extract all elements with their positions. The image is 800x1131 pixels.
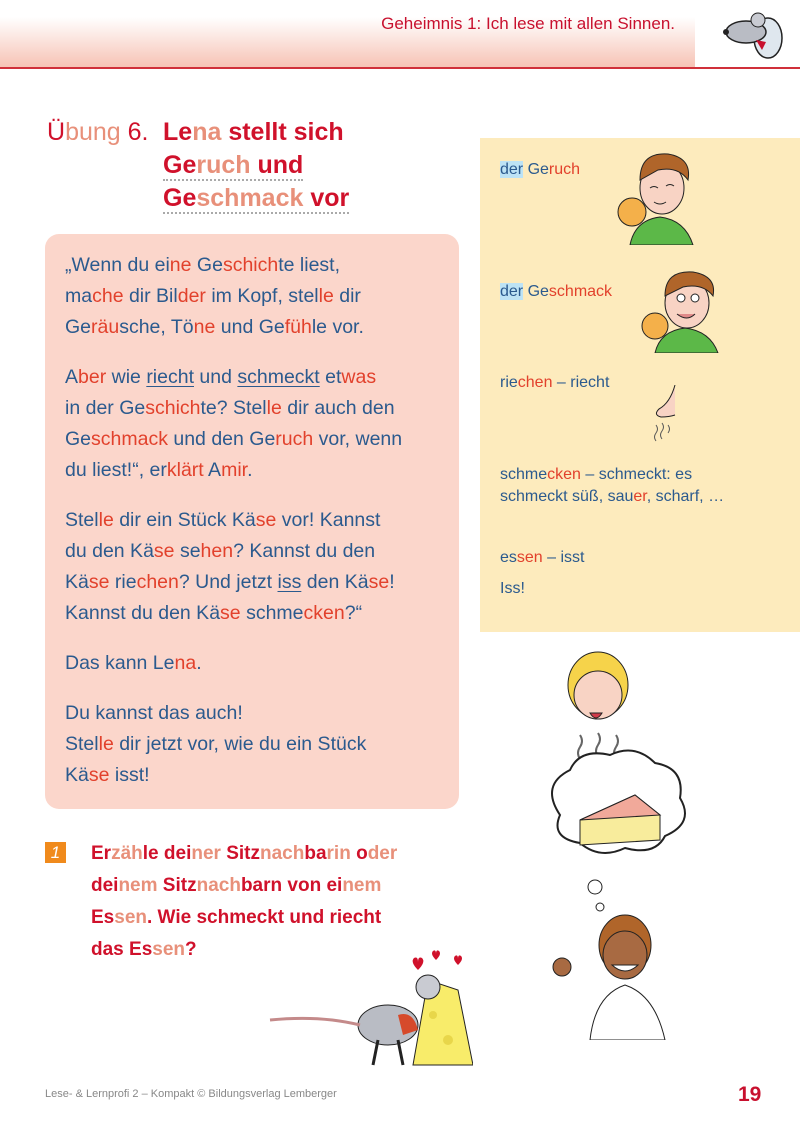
boy-smelling-illustration [610,150,695,245]
text-segment: „Wenn du ei [65,254,170,276]
text-line [65,362,402,393]
text-segment: zäh [111,843,143,864]
text-segment: schich [222,254,279,276]
text-line [500,372,609,394]
text-segment: Le [163,118,193,146]
boy-tasting-illustration [635,268,720,353]
text-segment: schmeckt süß, sau [500,488,634,505]
text-segment: Es [91,907,115,928]
text-segment: im Kopf, stel [205,285,319,307]
text-segment: dir auch den [281,397,395,419]
story-paragraph [65,362,402,486]
text-line [65,536,402,567]
footer-credit: Lese- & Lernprofi 2 – Kompakt © Bildungsverlag Lemberger [45,1088,337,1100]
paragraph-gap [65,343,402,362]
text-line [65,312,402,343]
text-segment: Er [91,843,112,864]
text-segment: ber [78,366,107,388]
text-segment: le [318,285,334,307]
text-segment: se [88,571,110,593]
text-segment: nem [342,875,382,896]
text-segment: ? [185,939,197,960]
text-segment: ner [191,843,221,864]
text-segment: wie [106,366,147,388]
text-segment: schme [240,602,304,624]
vocab-entry-geruch [500,159,580,181]
text-segment: dir Bil [123,285,178,307]
vocab-entry-schmecken [500,464,724,508]
text-segment: Kä [65,571,89,593]
text-segment: – isst [542,549,585,566]
text-segment: sen [114,907,147,928]
story-paragraph [65,250,402,343]
text-line [65,598,402,629]
text-segment: bung [65,118,121,146]
text-line [163,116,349,149]
vocab-entry-riechen [500,372,609,394]
text-line [500,464,724,486]
text-segment: . [247,459,253,481]
text-segment: Stel [65,509,99,531]
text-segment: le [98,733,114,755]
text-segment: Sitz [157,875,197,896]
text-line [65,250,402,281]
text-segment: du den Kä [65,540,154,562]
text-segment: der [177,285,206,307]
text-segment: füh [284,316,312,338]
text-segment: Ge [65,316,92,338]
text-segment: na [192,118,222,146]
text-segment: dei [91,875,119,896]
text-segment: barn von ei [240,875,343,896]
text-segment: Ge [65,428,92,450]
text-line [163,182,349,215]
text-line [163,149,349,182]
text-segment: . Wie schmeckt und riecht [147,907,382,928]
text-segment: ! [389,571,395,593]
mouse-mascot-icon [716,8,784,60]
text-segment: räu [91,316,120,338]
text-segment: und Ge [215,316,285,338]
paragraph-gap [65,486,402,505]
text-segment: se [220,602,241,624]
text-segment: Das kann Le [65,652,175,674]
text-line [91,902,397,934]
text-segment: chen [517,374,553,391]
text-line [65,393,402,424]
text-segment: – schmeckt: es [580,466,693,483]
text-segment: rin [326,843,351,864]
text-segment: und den Ge [167,428,276,450]
text-segment: was [341,366,377,388]
text-segment: ma [65,285,93,307]
vocab-entry-iss [500,578,525,600]
text-segment: das Es [91,939,153,960]
paragraph-gap [65,679,402,698]
text-segment: nach [259,843,305,864]
text-segment: in der Ge [65,397,146,419]
text-segment: Kannst du den Kä [65,602,221,624]
story-paragraph [65,698,402,791]
task-number-badge: 1 [45,842,66,863]
text-segment: den Kä [301,571,369,593]
text-segment: che [92,285,124,307]
story-paragraph [65,648,402,679]
text-line [500,159,580,181]
text-segment: . [196,652,202,674]
vocab-entry-essen [500,547,585,569]
page-number: 19 [738,1083,762,1106]
text-segment: se [368,571,390,593]
text-line [65,455,402,486]
underlined-word: iss [277,571,302,593]
text-line [65,698,402,729]
header-band [0,0,695,68]
text-segment: ne [193,316,216,338]
text-segment: stellt sich [221,118,344,146]
text-line [500,578,525,600]
text-segment: te liest, [278,254,340,276]
text-segment: et [319,366,342,388]
text-segment: le [98,509,114,531]
text-segment: und [250,151,304,179]
nose-icon [650,385,680,445]
dotted-underline [163,184,349,214]
text-segment: dir jetzt vor, wie du ein Stück [113,733,367,755]
text-segment: hen [200,540,234,562]
text-segment: Ge [191,254,223,276]
text-segment: schmack [91,428,168,450]
text-segment: der [367,843,398,864]
text-segment: Ge [523,161,549,178]
text-segment: le dei [142,843,192,864]
article-highlight: der [500,161,524,178]
text-segment: te? Stel [200,397,267,419]
text-segment: rie [500,374,518,391]
text-segment: rie [109,571,137,593]
text-segment: A [65,366,79,388]
mouse-with-cheese-illustration [268,945,473,1070]
text-segment: ? Und jetzt [178,571,278,593]
article-highlight: der [500,283,524,300]
dotted-underline [163,151,303,181]
text-segment: cken [547,466,581,483]
text-segment: dir ein Stück Kä [113,509,256,531]
text-segment: nem [118,875,158,896]
text-line [91,838,397,870]
text-segment: du liest!“, er [65,459,167,481]
paragraph-gap [65,629,402,648]
text-line [65,424,402,455]
text-segment: sen [516,549,543,566]
text-segment: Ge [163,184,197,212]
text-line [65,760,402,791]
text-segment: klärt [166,459,204,481]
text-segment: Kä [65,764,89,786]
text-segment: na [174,652,197,674]
text-segment: ba [304,843,327,864]
text-segment: ?“ [344,602,363,624]
header-divider [0,67,800,69]
text-line [91,870,397,902]
text-segment: le [266,397,282,419]
text-segment: se [153,540,175,562]
text-segment: le vor. [311,316,364,338]
text-segment: schmack [196,184,304,212]
text-segment: dir [333,285,361,307]
text-segment: sen [152,939,186,960]
vocab-entry-geschmack [500,281,612,303]
text-segment: se [255,509,277,531]
text-segment: Iss! [500,580,525,597]
exercise-title [163,116,349,215]
text-segment: vor, wenn [313,428,403,450]
text-segment: er [633,488,647,505]
text-line [65,729,402,760]
text-segment: Du kannst das auch! [65,702,243,724]
text-segment: chen [136,571,179,593]
story-paragraph [65,505,402,629]
text-line [65,567,402,598]
text-segment: ruch [275,428,314,450]
text-segment: nach [196,875,241,896]
text-segment: Ge [523,283,549,300]
text-line [65,281,402,312]
text-segment: cken [303,602,345,624]
text-segment: Ü [47,118,66,146]
text-segment: und [194,366,238,388]
exercise-label [47,116,148,149]
girl-and-boy-imagining-cheese-illustration [540,645,700,1040]
story-text [65,250,402,791]
text-segment: schme [500,466,548,483]
text-segment: 6. [120,118,149,146]
text-segment: schich [145,397,201,419]
text-segment: se [174,540,201,562]
text-segment: ruch [548,161,581,178]
text-segment: vor [303,184,350,212]
text-segment: o [350,843,368,864]
text-segment: es [500,549,517,566]
text-segment: ? Kannst du den [233,540,376,562]
text-line [500,281,612,303]
text-segment: Sitz [220,843,260,864]
underlined-word: schmeckt [237,366,320,388]
underlined-word: riecht [146,366,194,388]
text-segment: schmack [548,283,613,300]
text-line [65,505,402,536]
text-segment: isst! [109,764,150,786]
text-segment: sche, Tö [119,316,194,338]
text-segment: se [88,764,110,786]
text-segment: A [203,459,222,481]
text-segment: mir [221,459,248,481]
text-segment: , scharf, … [646,488,725,505]
text-segment: – riecht [552,374,610,391]
header-title: Geheimnis 1: Ich lese mit allen Sinnen. [381,14,675,33]
text-line [65,648,402,679]
text-segment: vor! Kannst [276,509,381,531]
text-line [500,486,724,508]
text-line [500,547,585,569]
text-segment: Ge [163,151,197,179]
text-segment: ruch [196,151,251,179]
text-segment: ne [169,254,192,276]
text-segment: Stel [65,733,99,755]
